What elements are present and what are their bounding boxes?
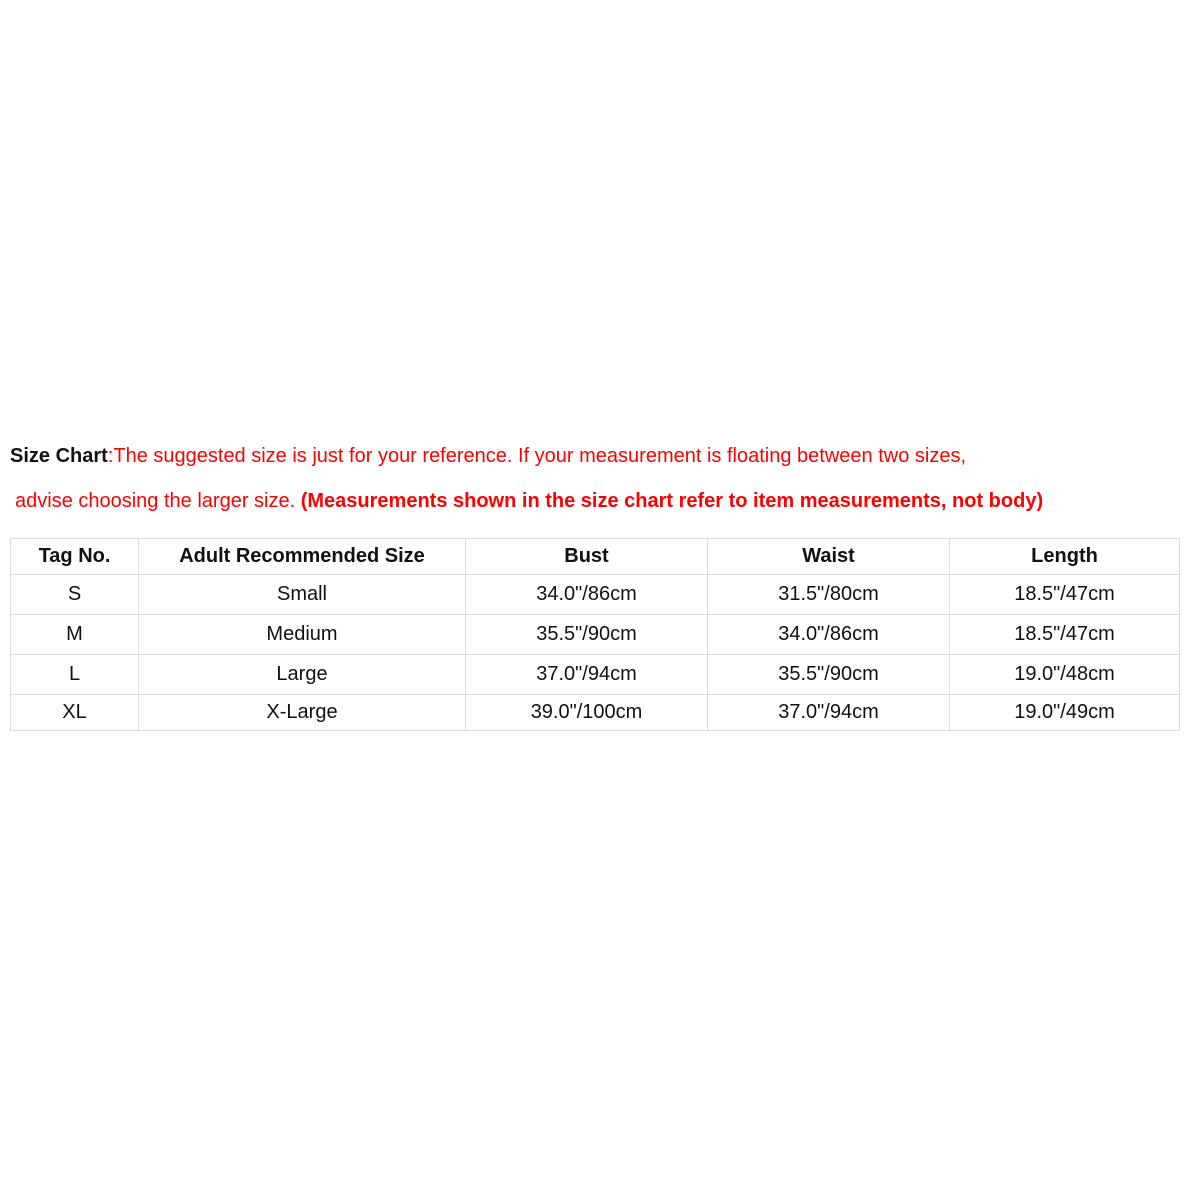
cell-length: 18.5"/47cm bbox=[950, 615, 1180, 655]
cell-waist: 37.0"/94cm bbox=[708, 695, 950, 731]
header-bust: Bust bbox=[466, 539, 708, 575]
header-waist: Waist bbox=[708, 539, 950, 575]
cell-size-name: Large bbox=[139, 655, 466, 695]
measurement-note: (Measurements shown in the size chart refer to item measurements, not body) bbox=[300, 490, 1044, 512]
size-chart-intro bbox=[10, 444, 1190, 513]
cell-bust: 34.0"/86cm bbox=[466, 575, 708, 615]
header-tag-no: Tag No. bbox=[11, 539, 139, 575]
cell-length: 19.0"/48cm bbox=[950, 655, 1180, 695]
intro-line-2 bbox=[10, 489, 1190, 513]
table-row bbox=[11, 615, 1180, 655]
size-table bbox=[10, 538, 1180, 731]
cell-size-name: Medium bbox=[139, 615, 466, 655]
size-chart-label: Size Chart bbox=[10, 445, 108, 467]
cell-length: 18.5"/47cm bbox=[950, 575, 1180, 615]
reference-note: :The suggested size is just for your reference. If your measurement is floating between two sizes, bbox=[107, 445, 966, 467]
cell-tag-no: M bbox=[11, 615, 139, 655]
cell-bust: 37.0"/94cm bbox=[466, 655, 708, 695]
cell-bust: 35.5"/90cm bbox=[466, 615, 708, 655]
table-row bbox=[11, 655, 1180, 695]
cell-waist: 35.5"/90cm bbox=[708, 655, 950, 695]
table-row bbox=[11, 575, 1180, 615]
cell-tag-no: S bbox=[11, 575, 139, 615]
cell-tag-no: L bbox=[11, 655, 139, 695]
intro-line-1 bbox=[10, 444, 1190, 468]
cell-waist: 34.0"/86cm bbox=[708, 615, 950, 655]
header-length: Length bbox=[950, 539, 1180, 575]
cell-tag-no: XL bbox=[11, 695, 139, 731]
header-adult-recommended-size: Adult Recommended Size bbox=[139, 539, 466, 575]
cell-bust: 39.0"/100cm bbox=[466, 695, 708, 731]
larger-size-advice: advise choosing the larger size. bbox=[15, 490, 301, 512]
table-row bbox=[11, 695, 1180, 731]
table-header-row bbox=[11, 539, 1180, 575]
cell-waist: 31.5"/80cm bbox=[708, 575, 950, 615]
cell-size-name: X-Large bbox=[139, 695, 466, 731]
cell-size-name: Small bbox=[139, 575, 466, 615]
cell-length: 19.0"/49cm bbox=[950, 695, 1180, 731]
